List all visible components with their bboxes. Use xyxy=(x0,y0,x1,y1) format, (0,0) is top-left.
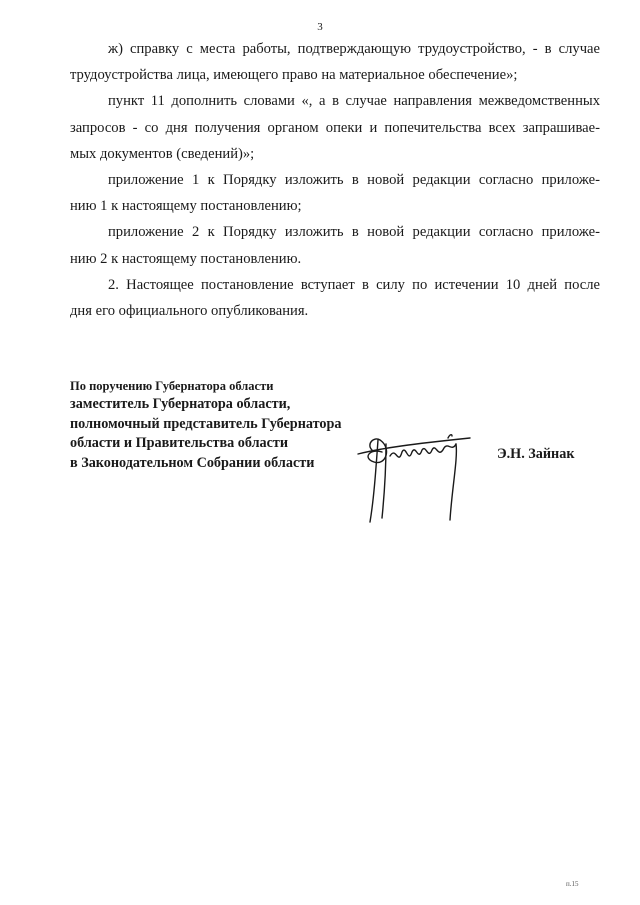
paragraph-line: ж) справку с места работы, подтверждающую трудоустройство, - в случае xyxy=(108,41,600,57)
paragraph-line: трудоустройства лица, имеющего право на материальное обеспечение»; xyxy=(70,67,518,84)
paragraph-line: приложение 2 к Порядку изложить в новой редакции согласно приложе- xyxy=(108,224,600,241)
on-behalf-label: По поручению Губернатора области xyxy=(70,379,274,393)
document-body xyxy=(70,36,600,324)
page-number: 3 xyxy=(317,21,323,33)
paragraph-line: пункт 11 дополнить словами «, а в случае направления межведомственных xyxy=(108,93,600,110)
paragraph-line: мых документов (сведений)»; xyxy=(70,145,255,162)
footer-mark: п.15 xyxy=(566,880,579,888)
paragraph-line: запросов - со дня получения органом опеки и попечительства всех запрашивае- xyxy=(70,119,600,136)
signer-name: Э.Н. Зайнак xyxy=(497,446,575,462)
handwritten-signature xyxy=(352,418,474,526)
paragraph-line: приложение 1 к Порядку изложить в новой редакции согласно приложе- xyxy=(108,171,600,188)
paragraph-line: нию 1 к настоящему постановлению; xyxy=(70,198,302,215)
signer-title-line: в Законодательном Собрании области xyxy=(70,454,315,471)
paragraph-line: дня его официального опубликования. xyxy=(70,302,309,319)
signer-title-line: полномочный представитель Губернатора xyxy=(70,415,342,432)
signer-title xyxy=(70,395,341,473)
paragraph-line: 2. Настоящее постановление вступает в силу по истечении 10 дней после xyxy=(108,276,600,293)
signer-title-line: области и Правительства области xyxy=(70,435,289,451)
signer-title-line: заместитель Губернатора области, xyxy=(70,396,291,412)
paragraph-line: нию 2 к настоящему постановлению. xyxy=(70,250,302,267)
